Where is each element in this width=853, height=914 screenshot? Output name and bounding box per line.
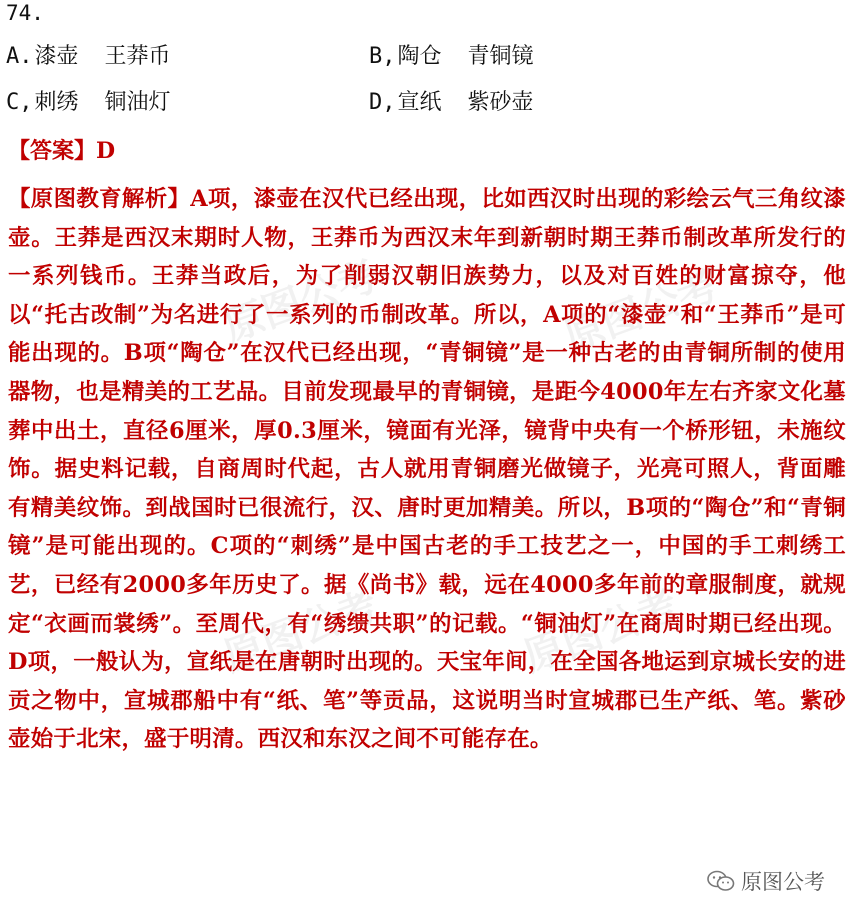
option-item: 王莽币 [104, 44, 171, 69]
option-c [6, 88, 171, 118]
option-item: 宣纸 [397, 90, 442, 115]
watermark: 原图公考 [218, 252, 385, 351]
question-number: 74. [6, 1, 44, 25]
option-d [369, 88, 534, 118]
option-a [6, 42, 171, 72]
option-item: 铜油灯 [104, 90, 171, 115]
option-item: 紫砂壶 [467, 90, 534, 115]
watermark: 原图公考 [518, 582, 685, 681]
brand-footer [707, 866, 825, 896]
watermark: 原图公考 [558, 262, 725, 361]
option-b [369, 42, 534, 72]
analysis-text: 【原图教育解析】A项，漆壶在汉代已经出现，比如西汉时出现的彩绘云气三角纹漆壶。王莽是西汉末期时人物，王莽币为西汉末年到新朝时期王莽币制改革所发行的一系列钱币。王莽当政后，为了削弱汉朝旧族势力，以及对百姓的财富掠夺，他以“托古改制”为名进行了一系列的币制改革。所以，A项的“漆壶”和“王莽币”是可能出现的。B项“陶仓”在汉代已经出现，“青铜镜”是一种古老的由青铜所制的使用器物，也是精美的工艺品。目前发现最早的青铜镜，是距今4000年左右齐家文化墓葬中出土，直径6厘米，厚0.3厘米，镜面有光泽，镜背中央有一个桥形钮，未施纹饰。据史料记载，自商周时代起，古人就用青铜磨光做镜子，光亮可照人，背面雕有精美纹饰。到战国时已很流行，汉、唐时更加精美。所以，B项的“陶仓”和“青铜镜”是可能出现的。C项的“刺绣”是中国古老的手工技艺之一，中国的手工刺绣工艺，已经有2000多年历史了。据《尚书》载，远在4000多年前的章服制度，就规定“衣画而裳绣”。至周代，有“绣缋共职”的记载。“铜油灯”在商周时期已经出现。D项，一般认为，宣纸是在唐朝时出现的。天宝年间，在全国各地运到京城长安的进贡之物中，宣城郡船中有“纸、笔”等贡品，这说明当时宣城郡已生产纸、笔。紫砂壶始于北宋，盛于明清。西汉和东汉之间不可能存在。 [8, 186, 846, 753]
option-letter: D, [369, 90, 396, 115]
watermark: 原图公考 [218, 582, 385, 681]
brand-name: 原图公考 [741, 870, 825, 894]
option-letter: C, [6, 90, 33, 115]
option-item: 漆壶 [34, 44, 79, 69]
option-letter: A. [6, 44, 33, 69]
answer-label: 【答案】D [8, 138, 116, 164]
option-item: 刺绣 [34, 90, 79, 115]
option-letter: B, [369, 44, 396, 69]
wechat-icon [707, 870, 735, 892]
option-item: 青铜镜 [467, 44, 534, 69]
option-item: 陶仓 [397, 44, 442, 69]
